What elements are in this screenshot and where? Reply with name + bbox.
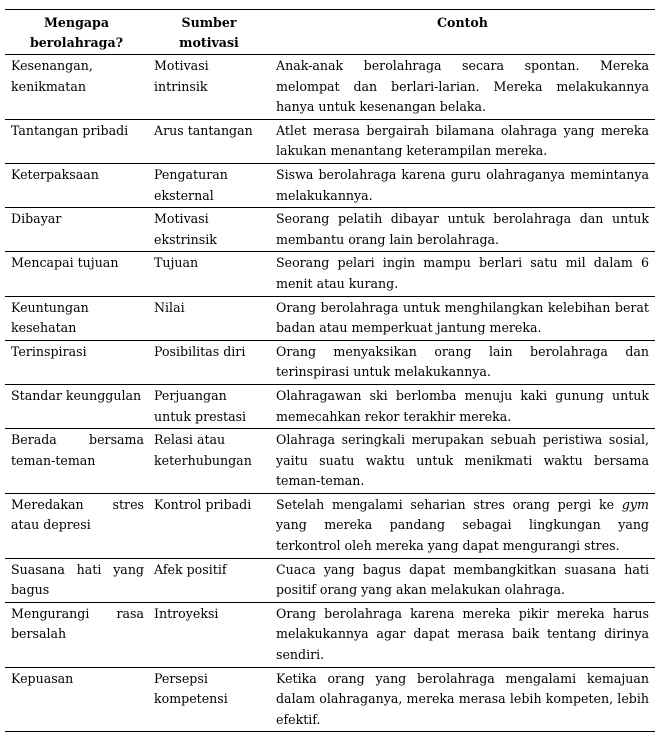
source-cell: Posibilitas diri: [148, 340, 270, 384]
source-cell: Pengaturan eksternal: [148, 163, 270, 207]
table-row: [5, 163, 655, 207]
reason-cell: Keterpaksaan: [5, 163, 148, 207]
table-row: [5, 208, 655, 252]
source-cell: Introyeksi: [148, 602, 270, 667]
reason-cell: Dibayar: [5, 208, 148, 252]
table-row: [5, 119, 655, 163]
reason-cell: Standar keunggulan: [5, 384, 148, 428]
source-cell: Arus tantangan: [148, 119, 270, 163]
source-cell: Motivasi ekstrinsik: [148, 208, 270, 252]
reason-cell: Meredakan stres atau depresi: [5, 493, 148, 558]
source-cell: Relasi atau keterhubungan: [148, 429, 270, 494]
header-why: Mengapa berolahraga?: [5, 10, 148, 55]
source-cell: Nilai: [148, 296, 270, 340]
header-source: Sumber motivasi: [148, 10, 270, 55]
example-cell: Orang menyaksikan orang lain berolahraga dan terinspirasi untuk melakukannya.: [270, 340, 655, 384]
table-header-row: [5, 10, 655, 55]
reason-cell: Terinspirasi: [5, 340, 148, 384]
example-cell: Ketika orang yang berolahraga mengalami kemajuan dalam olahraganya, mereka merasa lebih kompeten, lebih efektif.: [270, 667, 655, 732]
reason-cell: Mengurangi rasa bersalah: [5, 602, 148, 667]
table-row: [5, 493, 655, 558]
table-row: [5, 384, 655, 428]
source-cell: Perjuangan untuk prestasi: [148, 384, 270, 428]
example-cell: Siswa berolahraga karena guru olahraganya memintanya melakukannya.: [270, 163, 655, 207]
example-cell: Setelah mengalami seharian stres orang pergi ke gym yang mereka pandang sebagai lingkungan yang terkontrol oleh mereka yang dapat mengurangi stres.: [270, 493, 655, 558]
table-row: [5, 296, 655, 340]
example-cell: Anak-anak berolahraga secara spontan. Mereka melompat dan berlari-larian. Mereka melakukannya hanya untuk kesenangan belaka.: [270, 55, 655, 120]
example-cell: Seorang pelatih dibayar untuk berolahraga dan untuk membantu orang lain berolahraga.: [270, 208, 655, 252]
source-cell: Kontrol pribadi: [148, 493, 270, 558]
source-cell: Afek positif: [148, 558, 270, 602]
example-cell: Olahraga seringkali merupakan sebuah peristiwa sosial, yaitu suatu waktu untuk menikmati waktu bersama teman-teman.: [270, 429, 655, 494]
table-row: [5, 252, 655, 296]
motivation-table: [5, 9, 655, 732]
reason-cell: Suasana hati yang bagus: [5, 558, 148, 602]
reason-cell: Tantangan pribadi: [5, 119, 148, 163]
reason-cell: Berada bersama teman-teman: [5, 429, 148, 494]
table-row: [5, 667, 655, 732]
example-cell: Orang berolahraga karena mereka pikir mereka harus melakukannya agar dapat merasa baik tentang dirinya sendiri.: [270, 602, 655, 667]
source-cell: Tujuan: [148, 252, 270, 296]
example-cell: Atlet merasa bergairah bilamana olahraga yang mereka lakukan menantang keterampilan mereka.: [270, 119, 655, 163]
source-cell: Motivasi intrinsik: [148, 55, 270, 120]
table-row: [5, 558, 655, 602]
example-cell: Olahragawan ski berlomba menuju kaki gunung untuk memecahkan rekor terakhir mereka.: [270, 384, 655, 428]
reason-cell: Keuntungan kesehatan: [5, 296, 148, 340]
table-row: [5, 55, 655, 120]
reason-cell: Mencapai tujuan: [5, 252, 148, 296]
table-row: [5, 429, 655, 494]
example-cell: Seorang pelari ingin mampu berlari satu mil dalam 6 menit atau kurang.: [270, 252, 655, 296]
source-cell: Persepsi kompetensi: [148, 667, 270, 732]
example-cell: Cuaca yang bagus dapat membangkitkan suasana hati positif orang yang akan melakukan olahraga.: [270, 558, 655, 602]
table-row: [5, 602, 655, 667]
reason-cell: Kepuasan: [5, 667, 148, 732]
gym-emphasis: gym: [621, 496, 649, 512]
reason-cell: Kesenangan, kenikmatan: [5, 55, 148, 120]
table-body: [5, 55, 655, 732]
header-example: Contoh: [270, 10, 655, 55]
example-cell: Orang berolahraga untuk menghilangkan kelebihan berat badan atau memperkuat jantung mereka.: [270, 296, 655, 340]
table-row: [5, 340, 655, 384]
